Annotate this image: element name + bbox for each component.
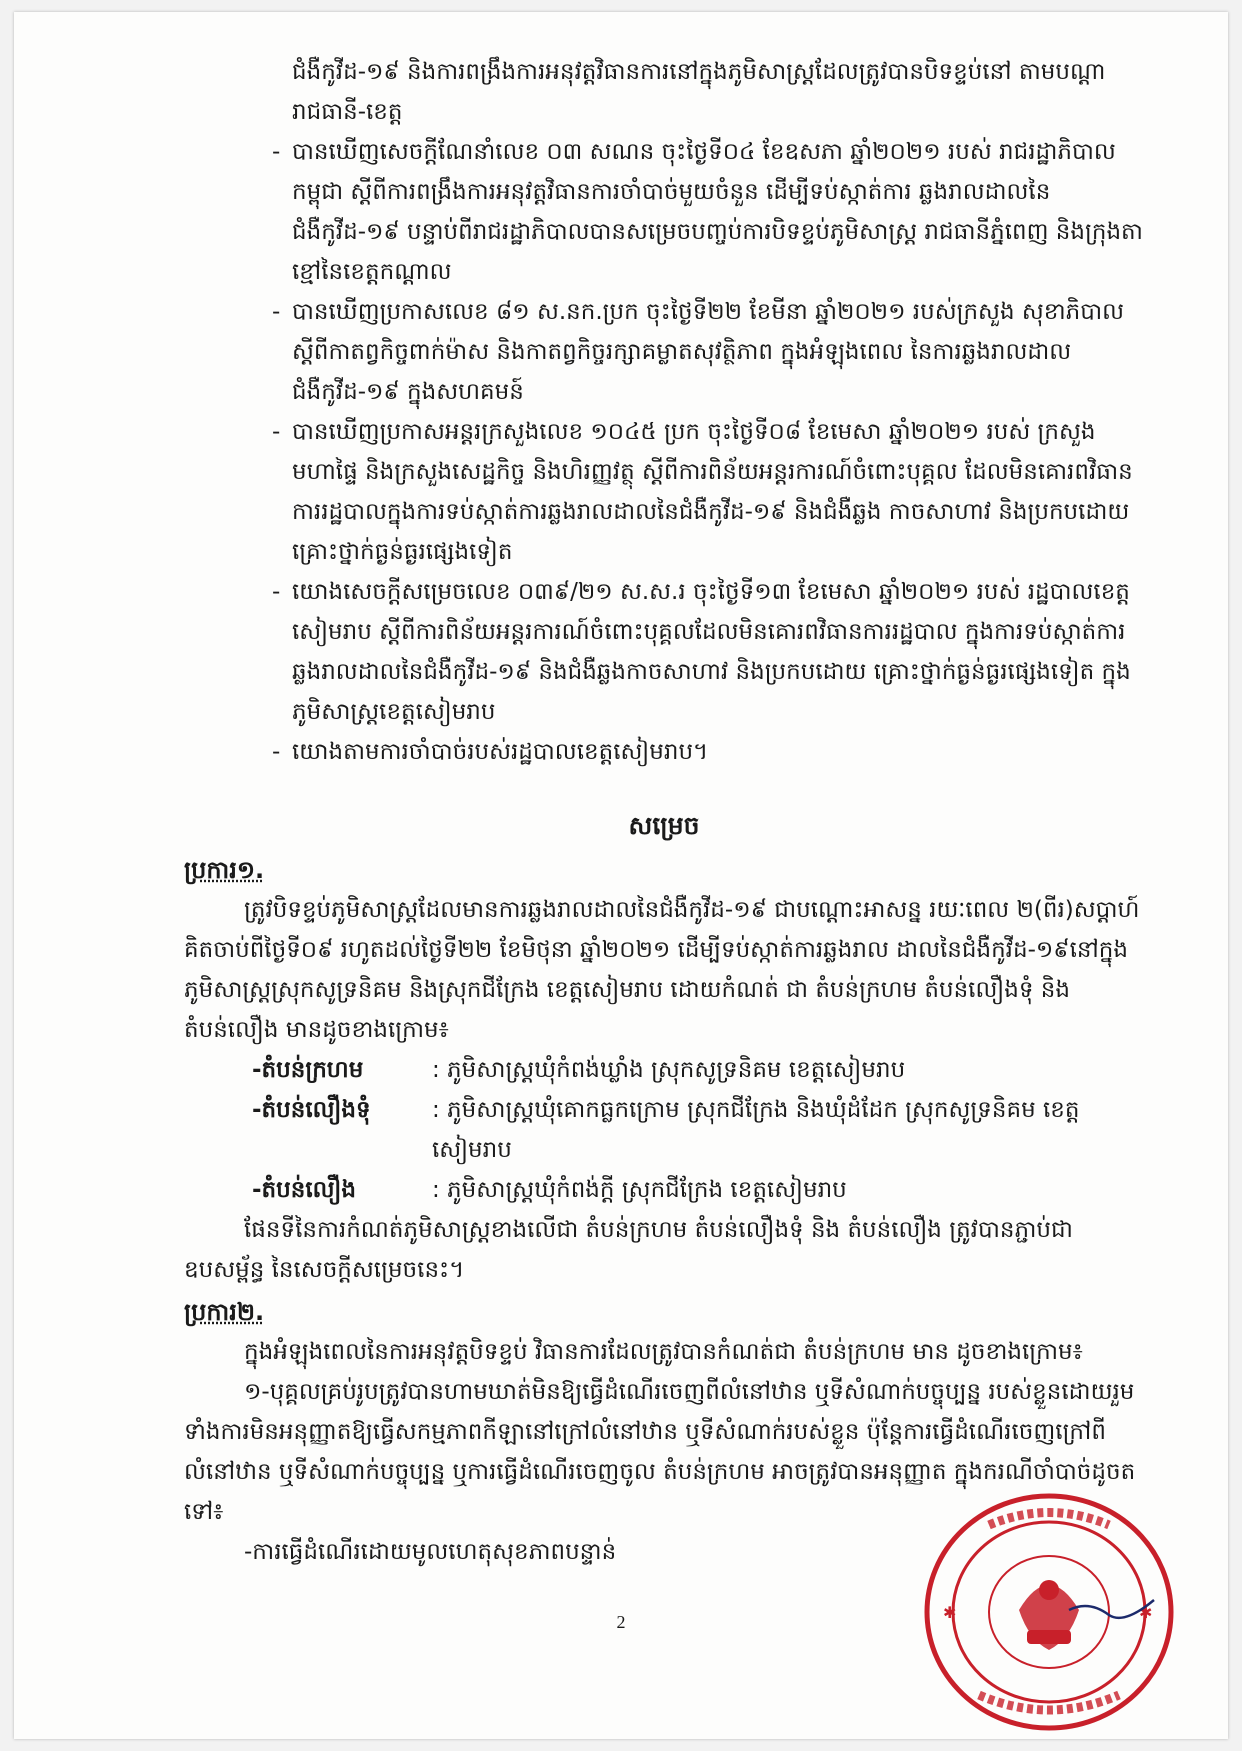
reference-item: - បានឃើញប្រកាសអន្តរក្រសួងលេខ ១០៤៥ ប្រក ចុះថ្ងៃទី០៨ ខែមេសា ឆ្នាំ២០២១ របស់ ក្រសួងមហាផ្ទៃ និងក្រសួងសេដ្ឋកិច្ច និងហិរញ្ញវត្ថុ ស្តីពីការពិន័យអន្តរការណ៍ចំពោះបុគ្គល ដែលមិនគោរពវិធានការរដ្ឋបាលក្នុងការទប់ស្កាត់ការឆ្លងរាលដាលនៃជំងឺកូវីដ-១៩ និងជំងឺឆ្លង កាចសាហាវ និងប្រកបដោយគ្រោះថ្នាក់ធ្ងន់ធ្ងរផ្សេងទៀត bbox=[184, 412, 1144, 572]
zone-label: - តំបន់ក្រហម bbox=[252, 1050, 432, 1090]
document-body bbox=[184, 52, 1144, 1572]
article-1-closing: ផែនទីនៃការកំណត់ភូមិសាស្ត្រខាងលើជា តំបន់ក្រហម តំបន់លឿងទុំ និង តំបន់លឿង ត្រូវបានភ្ជាប់ជាឧបសម្ព័ន្ធ នៃសេចក្តីសម្រេចនេះ។ bbox=[184, 1217, 1073, 1283]
document-page bbox=[14, 12, 1228, 1739]
page-number: 2 bbox=[616, 1612, 626, 1632]
reference-item: - បានឃើញប្រកាសលេខ ៨១ ស.នក.ប្រក ចុះថ្ងៃទី២២ ខែមីនា ឆ្នាំ២០២១ របស់ក្រសួង សុខាភិបាល ស្តីពីកាតព្វកិច្ចពាក់ម៉ាស និងកាតព្វកិច្ចរក្សាគម្លាតសុវត្ថិភាព ក្នុងអំឡុងពេល នៃការឆ្លងរាលដាលជំងឺកូវីដ-១៩ ក្នុងសហគមន៍ bbox=[184, 292, 1144, 412]
reference-item: - បានឃើញសេចក្តីណែនាំលេខ ០៣ សណន ចុះថ្ងៃទី០៤ ខែឧសភា ឆ្នាំ២០២១ របស់ រាជរដ្ឋាភិបាលកម្ពុជា ស្តីពីការពង្រឹងការអនុវត្តវិធានការចាំបាច់មួយចំនួន ដើម្បីទប់ស្កាត់ការ ឆ្លងរាលដាលនៃជំងឺកូវីដ-១៩ បន្ទាប់ពីរាជរដ្ឋាភិបាលបានសម្រេចបញ្ចប់ការបិទខ្ទប់ភូមិសាស្ត្រ រាជធានីភ្នំពេញ និងក្រុងតាខ្មៅនៃខេត្តកណ្តាល bbox=[184, 132, 1144, 292]
zone-label: - តំបន់លឿង bbox=[252, 1170, 432, 1210]
article-2-subpoint: -ការធ្វើដំណើរដោយមូលហេតុសុខភាពបន្ទាន់ bbox=[244, 1539, 617, 1565]
article-2-point-1: ១-បុគ្គលគ្រប់រូបត្រូវបានហាមឃាត់មិនឱ្យធ្វើដំណើរចេញពីលំនៅឋាន ឬទីសំណាក់បច្ចុប្បន្ន របស់ខ្លួនដោយរួមទាំងការមិនអនុញ្ញាតឱ្យធ្វើសកម្មភាពកីឡានៅក្រៅលំនៅឋាន ឬទីសំណាក់របស់ខ្លួន ប៉ុន្តែការធ្វើដំណើរចេញក្រៅពីលំនៅឋាន ឬទីសំណាក់បច្ចុប្បន្ន ឬការធ្វើដំណើរចេញចូល តំបន់ក្រហម អាចត្រូវបានអនុញ្ញាត ក្នុងករណីចាំបាច់ដូចតទៅ៖ bbox=[184, 1379, 1136, 1525]
article-1-body: ត្រូវបិទខ្ទប់ភូមិសាស្ត្រដែលមានការឆ្លងរាលដាលនៃជំងឺកូវីដ-១៩ ជាបណ្តោះអាសន្ន រយៈពេល ២(ពីរ)សប្តាហ៍ គិតចាប់ពីថ្ងៃទី០៩ រហូតដល់ថ្ងៃទី២២ ខែមិថុនា ឆ្នាំ២០២១ ដើម្បីទប់ស្កាត់ការឆ្លងរាល ដាលនៃជំងឺកូវីដ-១៩នៅក្នុងភូមិសាស្ត្រស្រុកសូទ្រនិគម និងស្រុកជីក្រែង ខេត្តសៀមរាប ដោយកំណត់ ជា តំបន់ក្រហម តំបន់លឿងទុំ និង តំបន់លឿង មានដូចខាងក្រោម៖ bbox=[184, 897, 1140, 1043]
zone-value: : ភូមិសាស្ត្រឃុំកំពង់ឃ្លាំង ស្រុកសូទ្រនិគម ខេត្តសៀមរាប bbox=[432, 1057, 906, 1083]
official-seal-stamp bbox=[919, 1490, 1179, 1735]
zone-value: : ភូមិសាស្ត្រឃុំកំពង់ក្តី ស្រុកជីក្រែង ខេត្តសៀមរាប bbox=[432, 1177, 847, 1203]
reference-list bbox=[184, 132, 1144, 772]
zone-row-dark-yellow bbox=[184, 1090, 1144, 1170]
zone-value: : ភូមិសាស្ត្រឃុំគោកធ្លកក្រោម ស្រុកជីក្រែង និងឃុំដំដែក ស្រុកសូទ្រនិគម ខេត្តសៀមរាប bbox=[432, 1097, 1080, 1163]
reference-item: - យោងតាមការចាំបាច់របស់រដ្ឋបាលខេត្តសៀមរាប។ bbox=[184, 732, 1144, 772]
svg-text:✱: ✱ bbox=[1139, 1603, 1153, 1622]
reference-item: - យោងសេចក្តីសម្រេចលេខ ០៣៩/២១ ស.ស.រ ចុះថ្ងៃទី១៣ ខែមេសា ឆ្នាំ២០២១ របស់ រដ្ឋបាលខេត្តសៀមរាប ស្តីពីការពិន័យអន្តរការណ៍ចំពោះបុគ្គលដែលមិនគោរពវិធានការរដ្ឋបាល ក្នុងការទប់ស្កាត់ការឆ្លងរាលដាលនៃជំងឺកូវីដ-១៩ និងជំងឺឆ្លងកាចសាហាវ និងប្រកបដោយ គ្រោះថ្នាក់ធ្ងន់ធ្ងរផ្សេងទៀត ក្នុងភូមិសាស្ត្រខេត្តសៀមរាប bbox=[184, 572, 1144, 732]
article-2-intro: ក្នុងអំឡុងពេលនៃការអនុវត្តបិទខ្ទប់ វិធានការដែលត្រូវបានកំណត់ជា តំបន់ក្រហម មាន ដូចខាងក្រោម៖ bbox=[244, 1339, 1083, 1365]
intro-continuation: ជំងឺកូវីដ-១៩ និងការពង្រឹងការអនុវត្តវិធានការនៅក្នុងភូមិសាស្ត្រដែលត្រូវបានបិទខ្ទប់នៅ តាមបណ្តារាជធានី-ខេត្ត bbox=[292, 59, 1106, 125]
article-1-heading: ប្រការ១. bbox=[184, 856, 265, 884]
zone-row-red bbox=[184, 1050, 1144, 1090]
zone-row-yellow bbox=[184, 1170, 1144, 1210]
svg-text:✱: ✱ bbox=[943, 1603, 957, 1622]
article-2-heading: ប្រការ២. bbox=[184, 1298, 265, 1326]
decision-title: សម្រេច bbox=[628, 811, 700, 840]
zone-label: - តំបន់លឿងទុំ bbox=[252, 1090, 432, 1170]
